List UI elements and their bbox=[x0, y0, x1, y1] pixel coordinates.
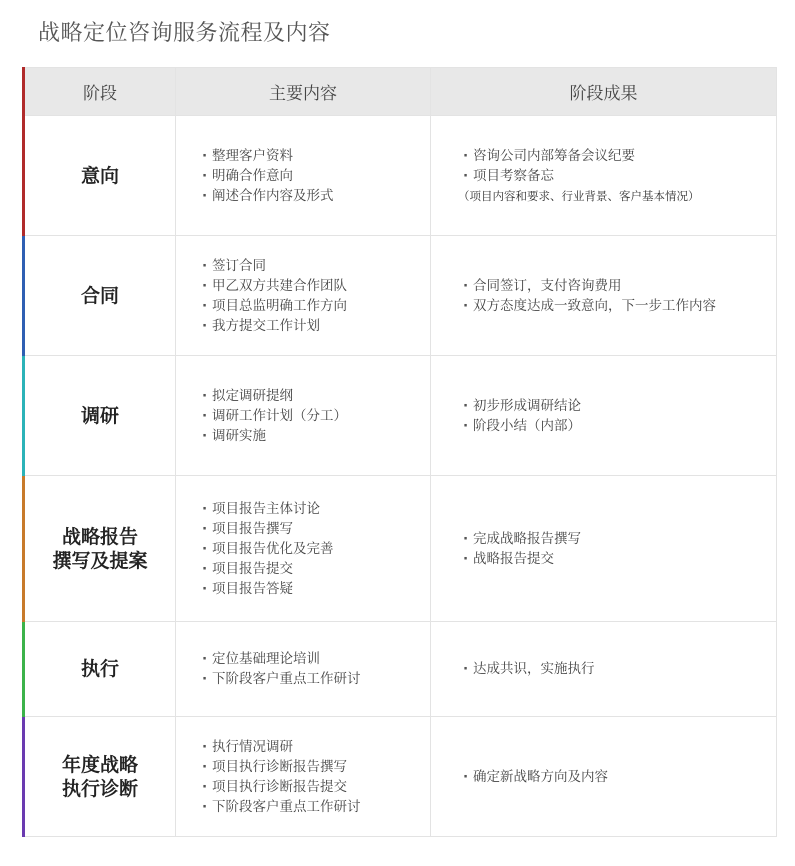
list-item: · 下阶段客户重点工作研讨 bbox=[212, 669, 430, 689]
service-process-table bbox=[22, 67, 777, 837]
list-item: · 达成共识，实施执行 bbox=[473, 659, 776, 679]
stage-result-cell bbox=[431, 476, 777, 622]
header-stage-result: 阶段成果 bbox=[431, 68, 777, 116]
stage-result-list bbox=[431, 146, 776, 186]
result-note: （项目内容和要求、行业背景、客户基本情况） bbox=[458, 188, 700, 203]
stage-result-list bbox=[431, 659, 776, 679]
main-content-list bbox=[176, 256, 430, 336]
stage-result-cell bbox=[431, 622, 777, 717]
stage-cell bbox=[24, 622, 176, 717]
stage-name: 意向 bbox=[80, 164, 119, 187]
stage-name: 合同 bbox=[80, 284, 119, 307]
list-item: · 项目报告答疑 bbox=[212, 579, 430, 599]
stage-cell bbox=[24, 116, 176, 236]
list-item: · 项目考察备忘 bbox=[473, 166, 776, 186]
list-item: · 战略报告提交 bbox=[473, 549, 776, 569]
list-item: · 项目报告优化及完善 bbox=[212, 539, 430, 559]
list-item: · 合同签订，支付咨询费用 bbox=[473, 276, 776, 296]
main-content-list bbox=[176, 386, 430, 446]
stage-result-cell bbox=[431, 717, 777, 837]
main-content-list bbox=[176, 146, 430, 206]
stage-name: 年度战略 bbox=[61, 753, 138, 776]
main-content-cell bbox=[176, 476, 431, 622]
header-stage: 阶段 bbox=[24, 68, 176, 116]
stage-cell bbox=[24, 717, 176, 837]
stage-cell bbox=[24, 356, 176, 476]
main-content-list bbox=[176, 499, 430, 599]
list-item: · 调研实施 bbox=[212, 426, 430, 446]
main-content-cell bbox=[176, 622, 431, 717]
list-item: · 签订合同 bbox=[212, 256, 430, 276]
list-item: · 阶段小结（内部） bbox=[473, 416, 776, 436]
list-item: · 阐述合作内容及形式 bbox=[212, 186, 430, 206]
table-row bbox=[24, 476, 777, 622]
list-item: · 完成战略报告撰写 bbox=[473, 529, 776, 549]
list-item: · 明确合作意向 bbox=[212, 166, 430, 186]
list-item: · 下阶段客户重点工作研讨 bbox=[212, 797, 430, 817]
stage-name: 执行 bbox=[80, 658, 119, 680]
main-content-list bbox=[176, 737, 430, 817]
page-title: 战略定位咨询服务流程及内容 bbox=[38, 21, 331, 46]
stage-result-cell bbox=[431, 116, 777, 236]
main-content-cell bbox=[176, 236, 431, 356]
table-row bbox=[24, 116, 777, 236]
stage-name: 撰写及提案 bbox=[52, 549, 148, 572]
list-item: · 确定新战略方向及内容 bbox=[473, 767, 776, 787]
list-item: · 项目总监明确工作方向 bbox=[212, 296, 430, 316]
table-row bbox=[24, 356, 777, 476]
stage-cell bbox=[24, 476, 176, 622]
stage-name: 执行诊断 bbox=[61, 777, 138, 800]
list-item: · 我方提交工作计划 bbox=[212, 316, 430, 336]
list-item: · 定位基础理论培训 bbox=[212, 649, 430, 669]
stage-cell bbox=[24, 236, 176, 356]
main-content-list bbox=[176, 649, 430, 689]
list-item: · 项目报告提交 bbox=[212, 559, 430, 579]
stage-result-cell bbox=[431, 356, 777, 476]
list-item: · 执行情况调研 bbox=[212, 737, 430, 757]
main-content-cell bbox=[176, 356, 431, 476]
main-content-cell bbox=[176, 717, 431, 837]
table-body bbox=[24, 116, 777, 837]
table-header-row bbox=[24, 68, 777, 116]
table-row bbox=[24, 236, 777, 356]
table-row bbox=[24, 622, 777, 717]
list-item: · 咨询公司内部筹备会议纪要 bbox=[473, 146, 776, 166]
list-item: · 项目执行诊断报告撰写 bbox=[212, 757, 430, 777]
stage-name: 战略报告 bbox=[61, 525, 138, 548]
stage-result-list bbox=[431, 529, 776, 569]
list-item: · 甲乙双方共建合作团队 bbox=[212, 276, 430, 296]
stage-result-list bbox=[431, 276, 776, 316]
stage-result-list bbox=[431, 767, 776, 787]
stage-name: 调研 bbox=[80, 404, 119, 427]
stage-result-list bbox=[431, 396, 776, 436]
list-item: · 双方态度达成一致意向，下一步工作内容 bbox=[473, 296, 776, 316]
list-item: · 项目执行诊断报告提交 bbox=[212, 777, 430, 797]
list-item: · 项目报告撰写 bbox=[212, 519, 430, 539]
list-item: · 调研工作计划（分工） bbox=[212, 406, 430, 426]
list-item: · 整理客户资料 bbox=[212, 146, 430, 166]
list-item: · 拟定调研提纲 bbox=[212, 386, 430, 406]
stage-result-cell bbox=[431, 236, 777, 356]
header-main-content: 主要内容 bbox=[176, 68, 431, 116]
table-row bbox=[24, 717, 777, 837]
list-item: · 项目报告主体讨论 bbox=[212, 499, 430, 519]
list-item: · 初步形成调研结论 bbox=[473, 396, 776, 416]
main-content-cell bbox=[176, 116, 431, 236]
